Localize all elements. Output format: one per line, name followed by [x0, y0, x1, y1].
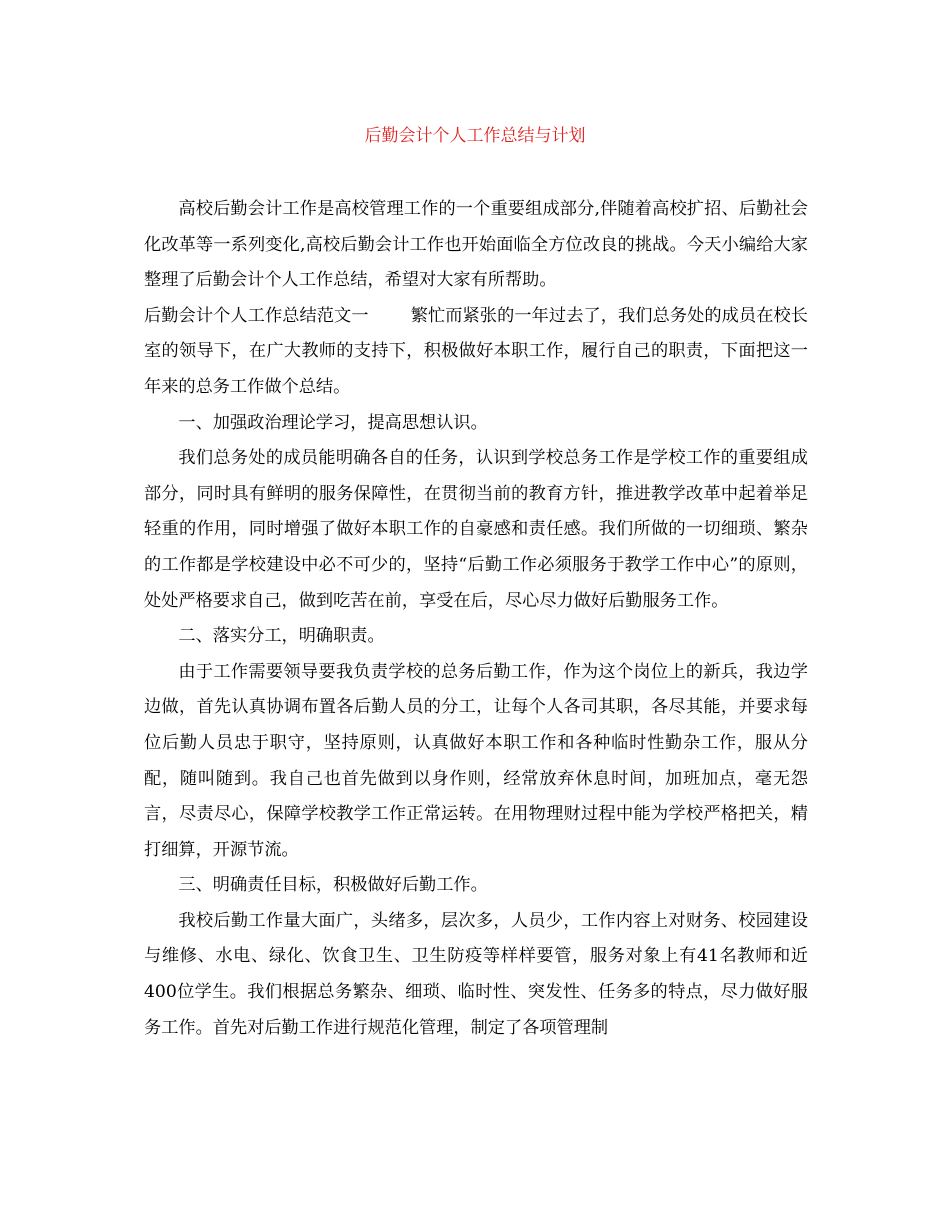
heading-1: 一、加强政治理论学习，提高思想认识。: [178, 412, 488, 433]
document-body: [144, 192, 808, 1046]
section-title: 后勤会计个人工作总结范文一: [144, 305, 369, 326]
document-title: 后勤会计个人工作总结与计划: [364, 126, 586, 146]
paragraph-2: 由于工作需要领导要我负责学校的总务后勤工作，作为这个岗位上的新兵，我边学边做，首先认真协调布置各后勤人员的分工，让每个人各司其职，各尽其能，并要求每位后勤人员忠于职守，坚持原则，认真做好本职工作和各种临时性勤杂工作，服从分配，随叫随到。我自己也首先做到以身作则，经常放弃休息时间，加班加点，毫无怨言，尽责尽心，保障学校教学工作正常运转。在用物理财过程中能为学校严格把关，精打细算，开源节流。: [144, 661, 808, 860]
section-opening-text: 繁忙而紧张的一年过去了，我们总务处的成员在校长室的领导下，在广大教师的支持下，积极做好本职工作，履行自己的职责，下面把这一年来的总务工作做个总结。: [144, 305, 808, 397]
paragraph-3: 我校后勤工作量大面广，头绪多，层次多，人员少，工作内容上对财务、校园建设与维修、水电、绿化、饮食卫生、卫生防疫等样样要管，服务对象上有41名教师和近400位学生。我们根据总务繁杂、细琐、临时性、突发性、任务多的特点，尽力做好服务工作。首先对后勤工作进行规范化管理，制定了各项管理制: [144, 910, 808, 1038]
heading-3: 三、明确责任目标，积极做好后勤工作。: [178, 875, 488, 896]
heading-2: 二、落实分工，明确职责。: [178, 626, 385, 647]
intro-paragraph: 高校后勤会计工作是高校管理工作的一个重要组成部分,伴随着高校扩招、后勤社会化改革等一系列变化,高校后勤会计工作也开始面临全方位改良的挑战。今天小编给大家整理了后勤会计个人工作总结，希望对大家有所帮助。: [144, 199, 808, 291]
paragraph-1: 我们总务处的成员能明确各自的任务，认识到学校总务工作是学校工作的重要组成部分，同时具有鲜明的服务保障性，在贯彻当前的教育方针，推进教学改革中起着举足轻重的作用，同时增强了做好本职工作的自豪感和责任感。我们所做的一切细琐、繁杂的工作都是学校建设中必不可少的，坚持“后勤工作必须服务于教学工作中心”的原则，处处严格要求自己，做到吃苦在前，享受在后，尽心尽力做好后勤服务工作。: [144, 448, 808, 611]
section-opening-paragraph: [144, 299, 808, 406]
